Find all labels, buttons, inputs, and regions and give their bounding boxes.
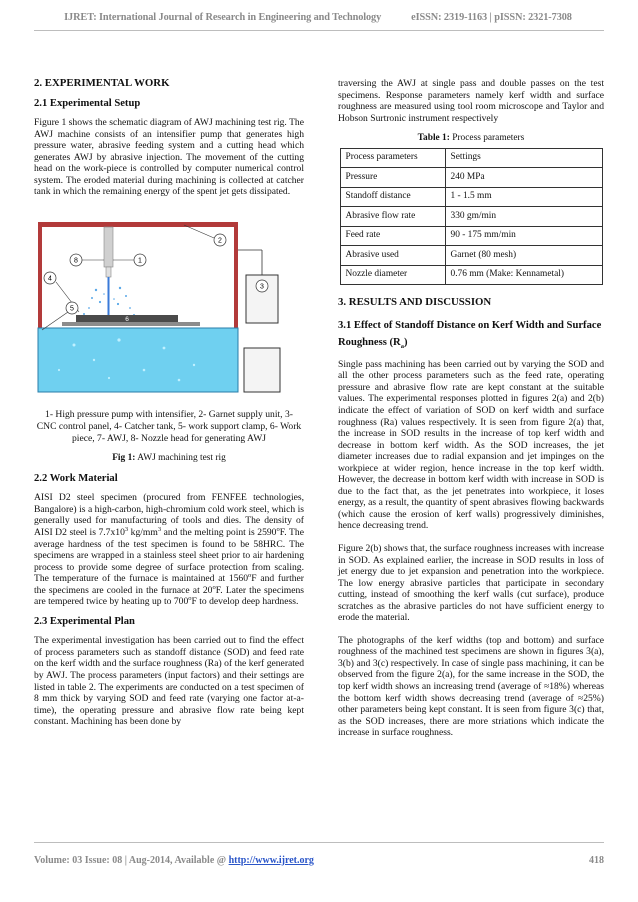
continued-text: traversing the AWJ at single pass and double passes on the test specimens. Response parameters namely kerf width and surface roughness are measured using tool room microscope and Taylor and Hobson Surtronic instrument respectively	[338, 78, 604, 124]
section-2-heading: 2. EXPERIMENTAL WORK	[34, 77, 170, 89]
page-footer	[34, 855, 604, 866]
work-support-clamp	[62, 322, 200, 326]
section-3-heading: 3. RESULTS AND DISCUSSION	[338, 296, 492, 309]
section-2-1-text: Figure 1 shows the schematic diagram of AWJ machining test rig. The AWJ machine consists of an intensifier pump that generates high pressure water, abrasive feeding system and a cutting head which generates AWJ by abrasive injection. The movement of the cutting head on the work-piece is controlled by computer numerical control system. The eroded material during machining is collected at catcher tank in which the remaining energy of the spent jet gets dissipated.	[34, 117, 304, 198]
figure-caption-text: AWJ machining test rig	[135, 453, 226, 464]
table-cell: Feed rate	[340, 226, 445, 246]
table-row	[340, 226, 602, 246]
s31-sub: a	[400, 342, 404, 350]
s22-sup6: o	[188, 595, 192, 603]
left-column	[34, 78, 304, 728]
frame-left-post	[38, 222, 42, 328]
table-cell: Process parameters	[340, 148, 445, 168]
s22-sup5: o	[212, 583, 216, 591]
section-2-3-text: The experimental investigation has been carried out to find the effect of process parameters such as standoff distance (SOD) and feed rate on the kerf width and the surface roughness (Ra) of the kerf generated by AWJ. The process parameters (input factors) and their settings are listed in table 2. The experiments are conducted on a test specimen of 8 mm thick by varying SOD and feed rate (varying one factor at-a-time), the operating pressure and abrasive flow rate being kept constant. Machining has been done by	[34, 635, 304, 728]
nozzle-tip	[106, 267, 111, 277]
s22-sup1: 3	[124, 525, 129, 533]
catcher-tank	[38, 328, 238, 392]
table-cell: 90 - 175 mm/min	[445, 226, 602, 246]
footer-volume: Volume: 03 Issue: 08 | Aug-2014, Available @	[34, 855, 229, 866]
s22-sup2: 3	[157, 525, 162, 533]
table-caption-text: Process parameters	[449, 133, 525, 144]
s22-sup4: o	[248, 571, 252, 579]
table-cell: Abrasive used	[340, 246, 445, 266]
section-3-1-heading	[338, 317, 604, 351]
table-cell: 240 MPa	[445, 168, 602, 188]
high-pressure-pump	[244, 348, 280, 392]
marker-2: 2	[218, 237, 222, 245]
results-paragraph-1: Single pass machining has been carried out by varying the SOD and all the other process parameters such as the feed rate, operating pressure and abrasive flow rate are kept constant at the suitable values. The experimental responses plotted in figures 2(a) and 2(b) indicate the effect of variation of SOD on kerf width and surface roughness (Ra) values respectively. It is seen from figure 2(a) that, the increase in SOD results in the increase of top kerf width and decrease in bottom kerf width. As the SOD increases, the jet diameter increases due to radial expansion and jet impinges on the workpiece at wider region, hence increase in the top kerf width. However, the decrease in bottom kerf width with increase in SOD is due to the fact that, as the jet penetrates into workpiece, it loses energy, as a result, the quantity of spent abrasives flowing backwards (which cause the erosion of kerf walls) progressively diminishes, hence decreasing trend.	[338, 358, 604, 532]
table-cell: 1 - 1.5 mm	[445, 187, 602, 207]
s22-c: and the melting point is 2590	[161, 526, 277, 538]
table-row	[340, 168, 602, 188]
frame-top-beam	[38, 222, 238, 227]
table-row	[340, 187, 602, 207]
right-column	[338, 78, 604, 739]
s22-b: kg/mm	[128, 526, 158, 538]
footer-rule	[34, 842, 604, 843]
s22-e: F and further the specimens are cooled in the furnace at 20	[34, 573, 304, 596]
header-rule	[34, 30, 604, 31]
table-cell: Garnet (80 mesh)	[445, 246, 602, 266]
s22-f: F. Later the specimens are tempered twice by heating up to 700	[34, 584, 304, 608]
s22-sup3: o	[276, 525, 280, 533]
marker-1: 1	[138, 257, 142, 265]
issn: eISSN: 2319-1163 | pISSN: 2321-7308	[411, 12, 572, 23]
table-cell: Nozzle diameter	[340, 265, 445, 285]
section-2-1-heading: 2.1 Experimental Setup	[34, 97, 141, 109]
table-cell: Pressure	[340, 168, 445, 188]
marker-5: 5	[70, 305, 74, 313]
results-paragraph-3: The photographs of the kerf widths (top and bottom) and surface roughness of the machined test specimens are shown in figures 3(a), 3(b) and 3(c) respectively. In case of single pass machining, it can be observed from the figure 2(a), for the same increase in the SOD, the top kerf width shows an increasing trend (average of ≈18%) whereas the bottom kerf width shows decreasing trend (average of ≈25%) other parameters being kept constant. It is seen from figure 3(c) that, as the SOD increases, there are more striations which indicate the increase in surface roughness.	[338, 634, 604, 739]
section-2-2-heading: 2.2 Work Material	[34, 472, 118, 484]
table-cell: 0.76 mm (Make: Kennametal)	[445, 265, 602, 285]
table-cell: Standoff distance	[340, 187, 445, 207]
table-caption-label: Table 1:	[417, 133, 450, 144]
table-caption	[338, 133, 604, 145]
marker-3: 3	[260, 283, 264, 291]
marker-6: 6	[125, 315, 129, 323]
s22-d: F. The average hardness of the test specimen is found to be 58HRC. The specimens are wrapped in a stainless steel sheet prior to air hardening process to provide some degree of surface protection from scaling. The temperature of the furnace is maintained at 1560	[34, 526, 304, 585]
marker-4: 4	[48, 275, 52, 283]
page-number: 418	[589, 855, 604, 866]
running-header	[34, 12, 602, 23]
journal-link[interactable]: http://www.ijret.org	[228, 855, 314, 866]
nozzle-head	[104, 227, 113, 267]
marker-8: 8	[74, 257, 78, 265]
table-row	[340, 265, 602, 285]
s22-g: F to develop deep hardness.	[191, 596, 299, 608]
awj-test-rig-figure	[34, 220, 284, 398]
figure-caption-label: Fig 1:	[112, 453, 136, 464]
journal-name: IJRET: International Journal of Research in Engineering and Technology	[64, 12, 382, 23]
figure-caption	[34, 453, 304, 465]
figure-legend: 1- High pressure pump with intensifier, 2- Garnet supply unit, 3- CNC control panel, 4- Catcher tank, 5- work support clamp, 6- Work piece, 7- AWJ, 8- Nozzle head for generating AWJ	[36, 409, 302, 444]
section-2-2-text	[34, 492, 304, 607]
s31-title: 3.1 Effect of Standoff Distance on Kerf Width and Surface Roughness (R	[338, 319, 602, 348]
table-row	[340, 207, 602, 227]
table-cell: Settings	[445, 148, 602, 168]
process-parameters-table	[340, 148, 603, 286]
table-cell: Abrasive flow rate	[340, 207, 445, 227]
frame-right-post	[234, 222, 238, 328]
table-row	[340, 246, 602, 266]
section-2-3-heading: 2.3 Experimental Plan	[34, 615, 135, 627]
results-paragraph-2: Figure 2(b) shows that, the surface roughness increases with increase in SOD. As explained earlier, the increase in SOD results in loss of jet energy due to jet expansion and penetration into the workpiece. The low energy abrasive particles that participate in secondary cutting, instead of smoothing the kerf walls (cut surface), produce scratches as the abrasive particles do not have sufficient energy to erode the material.	[338, 542, 604, 624]
s22-a: AISI D2 steel specimen (procured from FENFEE technologies, Bangalore) is a high-carbon, high-chromium cold work steel, which is generally used for manufacturing of tools and dies. The density of AISI D2 steel is 7.7x10	[34, 492, 304, 538]
table-row	[340, 148, 602, 168]
s31-title-end: )	[403, 336, 408, 348]
table-cell: 330 gm/min	[445, 207, 602, 227]
